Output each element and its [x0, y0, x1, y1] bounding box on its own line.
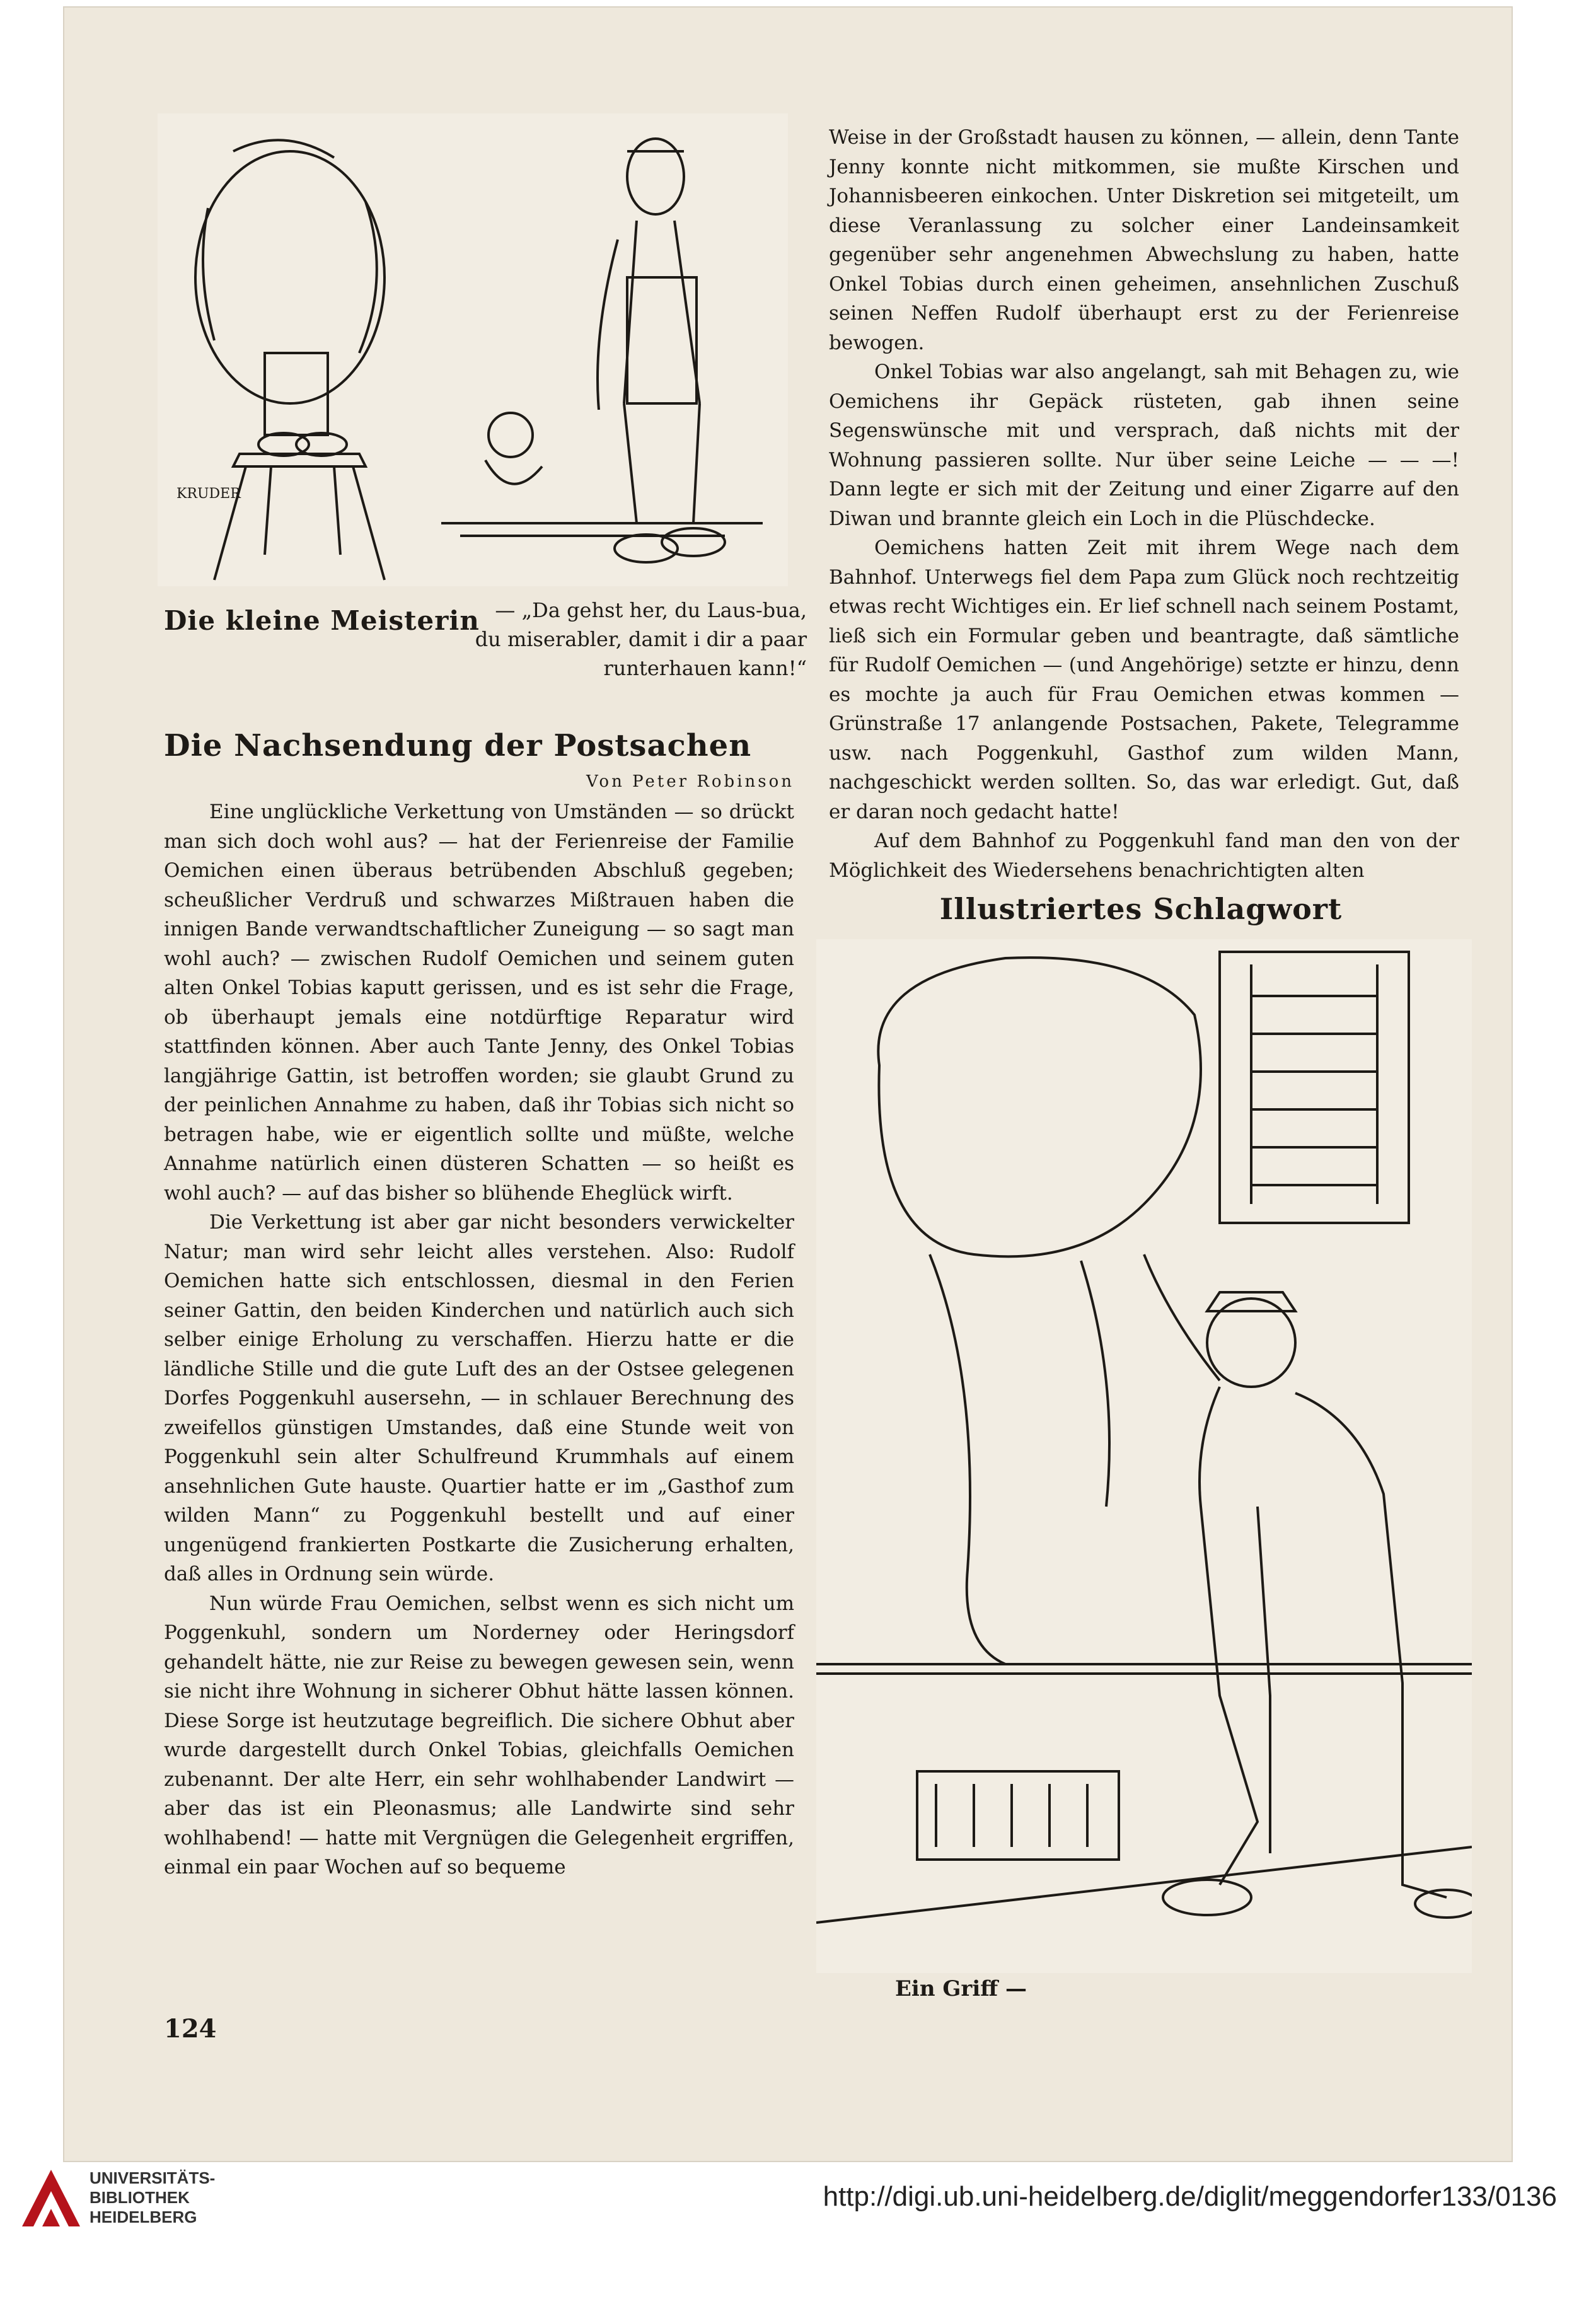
story-heading: Die Nachsendung der Postsachen [164, 728, 752, 763]
right-paragraph: Oemichens hatten Zeit mit ihrem Wege nach dem Bahnhof. Unterwegs fiel dem Papa zum Glück noch rechtzeitig etwas recht Wichtiges ein. Er lief schnell nach seinem Postamt, ließ sich ein Formular geben und beantragte, daß sämtliche für Rudolf Oemichen — (und Angehörige) setzte er hinzu, denn es mochte ja auch für Frau Oemichen etwas kommen — Grünstraße 17 anlangende Postsachen, Pakete, Telegramme usw. nach Poggenkuhl, Gasthof zum wilden Mann, nachgeschickt werden sollten. So, das war erledigt. Gut, daß er daran noch gedacht hatte! [829, 536, 1459, 823]
cartoon-drawing [158, 113, 788, 586]
magazine-page [63, 6, 1513, 2162]
illustration-title: Illustriertes Schlagwort [939, 892, 1343, 926]
right-paragraph: Onkel Tobias war also angelangt, sah mit Behagen zu, wie Oemichens ihr Gepäck rüsteten, gab ihnen seine Segenswünsche mit und versprach, daß nichts mit der Wohnung passieren sollte. Nur über seine Leiche — — —! Dann legte er sich mit der Zeitung und einer Zigarre auf den Diwan und brannte gleich ein Loch in die Plüschdecke. [829, 361, 1459, 530]
library-name-line: UNIVERSITÄTS- [90, 2168, 216, 2187]
cartoon-caption-text: — „Da gehst her, du Laus-bua, du miserabler, damit i dir a paar runterhauen kann!“ [475, 598, 807, 680]
university-library-logo-icon [16, 2163, 86, 2234]
illustration-ein-griff [816, 939, 1472, 1973]
library-name [90, 2168, 215, 2227]
left-paragraph: Eine unglückliche Verkettung von Umständen — so drückt man sich doch wohl aus? — hat der Ferienreise der Familie Oemichen einen überaus betrübenden Abschluß gegeben; scheußlicher Verdruß und schwarzes Mißtrauen haben die innigen Bande verwandtschaftlicher Zuneigung — so sagt man wohl auch? — zwischen Rudolf Oemichen und seinem guten alten Onkel Tobias kaputt gerissen, und es ist sehr die Frage, ob überhaupt jemals eine notdürftige Reparatur wird stattfinden können. Aber auch Tante Jenny, des Onkel Tobias langjährige Gattin, ist betroffen worden; sie glaubt Grund zu der peinlichen Annahme zu haben, daß ihr Tobias sich nicht so betragen habe, wie er eigentlich sollte und müßte, welche Annahme natürlich einen düsteren Schatten — so heißt es wohl auch? — auf das bisher so blühende Eheglück wirft. [164, 801, 794, 1205]
left-text-column [164, 797, 794, 1882]
right-paragraph: Auf dem Bahnhof zu Poggenkuhl fand man den von der Möglichkeit des Wiedersehens benachrichtigten alten [829, 830, 1459, 882]
cartoon-kleine-meisterin [158, 113, 788, 586]
illustration-caption: Ein Griff — [895, 1976, 1027, 2001]
library-name-line: HEIDELBERG [90, 2208, 197, 2226]
right-text-column [829, 123, 1459, 885]
right-paragraph: Weise in der Großstadt hausen zu können, — allein, denn Tante Jenny konnte nicht mitkommen, sie mußte Kirschen und Johannisbeeren einkochen. Unter Diskretion sei mitgeteilt, um diese Veranlassung zu solcher einer Landeinsamkeit gegenüber sehr angenehmen Abwechslung zu haben, hatte Onkel Tobias durch einen geheimen, ansehnlichen Zuschuß seinen Neffen Rudolf überhaupt erst zu der Ferienreise bewogen. [829, 126, 1459, 354]
page-number: 124 [164, 2014, 217, 2044]
left-paragraph: Nun würde Frau Oemichen, selbst wenn es sich nicht um Poggenkuhl, sondern um Norderney oder Heringsdorf gehandelt hätte, nie zur Reise zu bewegen gewesen sein, wenn sie nicht ihre Wohnung in sicherer Obhut hätte lassen können. Diese Sorge ist heutzutage begreiflich. Die sichere Obhut aber wurde dargestellt durch Onkel Tobias, gleichfalls Oemichen zubenannt. Der alte Herr, ein sehr wohlhabender Landwirt — aber das ist ein Pleonasmus; alle Landwirte sind sehr wohlhabend! — hatte mit Vergnügen die Gelegenheit ergriffen, einmal ein paar Wochen auf so bequeme [164, 1592, 794, 1878]
library-footer [0, 2162, 1596, 2321]
library-name-line: BIBLIOTHEK [90, 2188, 190, 2207]
left-paragraph: Die Verkettung ist aber gar nicht besonders verwickelter Natur; man wird sehr leicht alles verstehen. Also: Rudolf Oemichen hatte sich entschlossen, diesmal in den Ferien seiner Gattin, den beiden Kinderchen und natürlich auch sich selber einige Erholung zu verschaffen. Hierzu hatte er die ländliche Stille und die gute Luft des an der Ostsee gelegenen Dorfes Poggenkuhl ausersehn, — in schlauer Berechnung des zweifellos günstigen Umstandes, daß eine Stunde weit von Poggenkuhl sein alter Schulfreund Krummhals auf einem ansehnlichen Gute hauste. Quartier hatte er im „Gasthof zum wilden Mann“ zu Poggenkuhl bestellt und auf einer ungenügend frankierten Postkarte die Zusicherung erhalten, daß alles in Ordnung sein würde. [164, 1211, 794, 1585]
story-byline: Von Peter Robinson [586, 772, 794, 791]
source-url[interactable]: http://digi.ub.uni-heidelberg.de/diglit/meggendorfer133/0136 [823, 2181, 1557, 2212]
illustration-drawing [816, 939, 1472, 1973]
cartoon-caption-title: Die kleine Meisterin [164, 605, 480, 636]
cartoon-signature: KRUDER [176, 486, 241, 502]
